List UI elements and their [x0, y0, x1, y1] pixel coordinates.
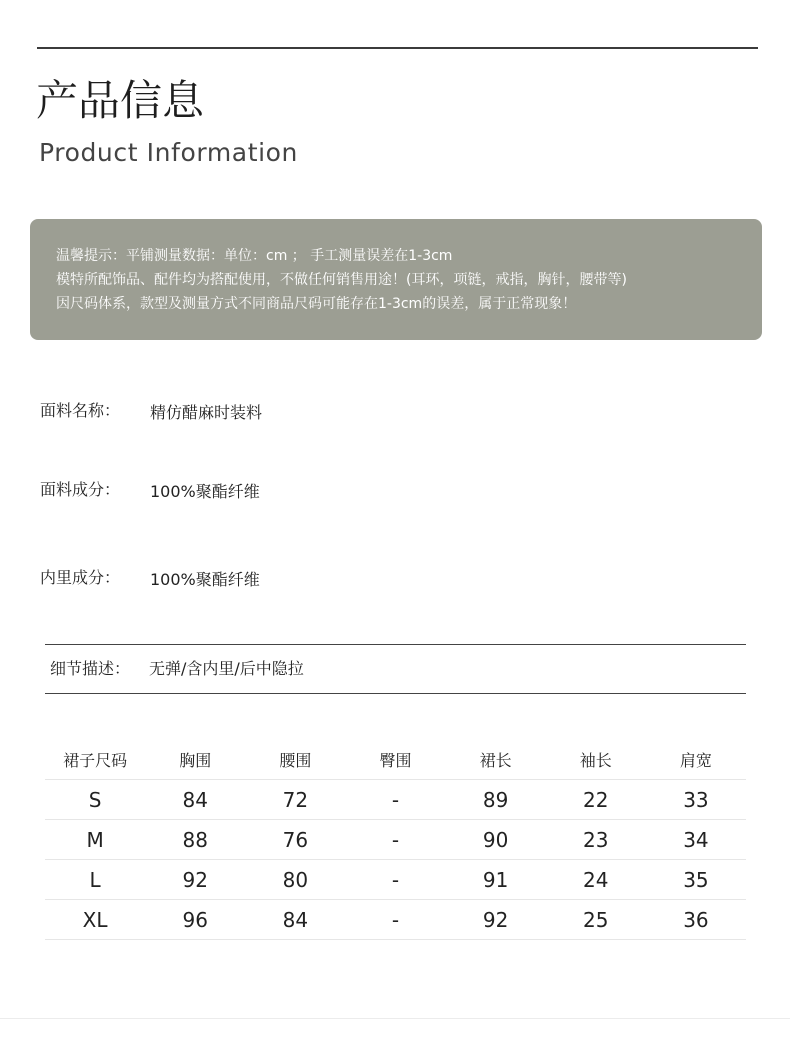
table-cell: -	[345, 860, 445, 900]
table-row	[45, 860, 746, 900]
table-cell: 36	[646, 900, 746, 940]
page-subtitle: Product Information	[39, 138, 298, 167]
size-table	[45, 740, 746, 940]
table-cell: 34	[646, 820, 746, 860]
table-cell: 89	[446, 780, 546, 820]
table-cell: 91	[446, 860, 546, 900]
fabric-name-label: 面料名称：	[40, 401, 121, 420]
table-row	[45, 820, 746, 860]
table-cell: 24	[546, 860, 646, 900]
table-cell: -	[345, 900, 445, 940]
table-cell: 84	[245, 900, 345, 940]
page-title: 产品信息	[36, 76, 205, 125]
top-divider	[37, 47, 758, 49]
fabric-composition-value: 100%聚酯纤维	[150, 482, 260, 501]
table-header-cell: 肩宽	[646, 740, 746, 780]
table-row	[45, 900, 746, 940]
table-header-cell: 袖长	[546, 740, 646, 780]
table-cell: 92	[145, 860, 245, 900]
table-cell: 72	[245, 780, 345, 820]
table-row	[45, 780, 746, 820]
lining-composition-row	[40, 565, 640, 593]
table-header-cell: 裙长	[446, 740, 546, 780]
table-cell: 35	[646, 860, 746, 900]
table-cell: 96	[145, 900, 245, 940]
table-cell: 22	[546, 780, 646, 820]
table-cell: -	[345, 820, 445, 860]
lining-composition-label: 内里成分：	[40, 568, 121, 587]
table-cell: 33	[646, 780, 746, 820]
table-header-row	[45, 740, 746, 780]
lining-composition-value: 100%聚酯纤维	[150, 570, 260, 589]
fabric-composition-row	[40, 477, 640, 505]
detail-value: 无弹/含内里/后中隐拉	[149, 659, 304, 678]
table-cell: 80	[245, 860, 345, 900]
notice-line: 模特所配饰品、配件均为搭配使用，不做任何销售用途！(耳环，项链，戒指，胸针，腰带等)	[56, 272, 627, 288]
fabric-name-value: 精仿醋麻时装料	[150, 403, 263, 422]
table-cell: -	[345, 780, 445, 820]
table-cell: XL	[45, 900, 145, 940]
table-cell: 25	[546, 900, 646, 940]
fabric-composition-label: 面料成分：	[40, 480, 121, 499]
notice-line: 温馨提示：平铺测量数据：单位：cm ； 手工测量误差在1-3cm	[56, 248, 453, 264]
table-cell: M	[45, 820, 145, 860]
fabric-name-row	[40, 398, 640, 426]
table-cell: 76	[245, 820, 345, 860]
detail-label: 细节描述：	[50, 659, 131, 678]
table-cell: 92	[446, 900, 546, 940]
table-cell: 88	[145, 820, 245, 860]
table-header-cell: 臀围	[345, 740, 445, 780]
table-header-cell: 胸围	[145, 740, 245, 780]
detail-row	[45, 644, 746, 694]
notice-line: 因尺码体系，款型及测量方式不同商品尺码可能存在1-3cm的误差，属于正常现象！	[56, 296, 577, 312]
table-cell: 23	[546, 820, 646, 860]
table-header-cell: 腰围	[245, 740, 345, 780]
bottom-divider	[0, 1018, 790, 1019]
table-cell: L	[45, 860, 145, 900]
table-header-cell: 裙子尺码	[45, 740, 145, 780]
table-cell: 90	[446, 820, 546, 860]
table-cell: S	[45, 780, 145, 820]
notice-box	[30, 219, 762, 340]
notice-text	[56, 244, 756, 316]
table-cell: 84	[145, 780, 245, 820]
